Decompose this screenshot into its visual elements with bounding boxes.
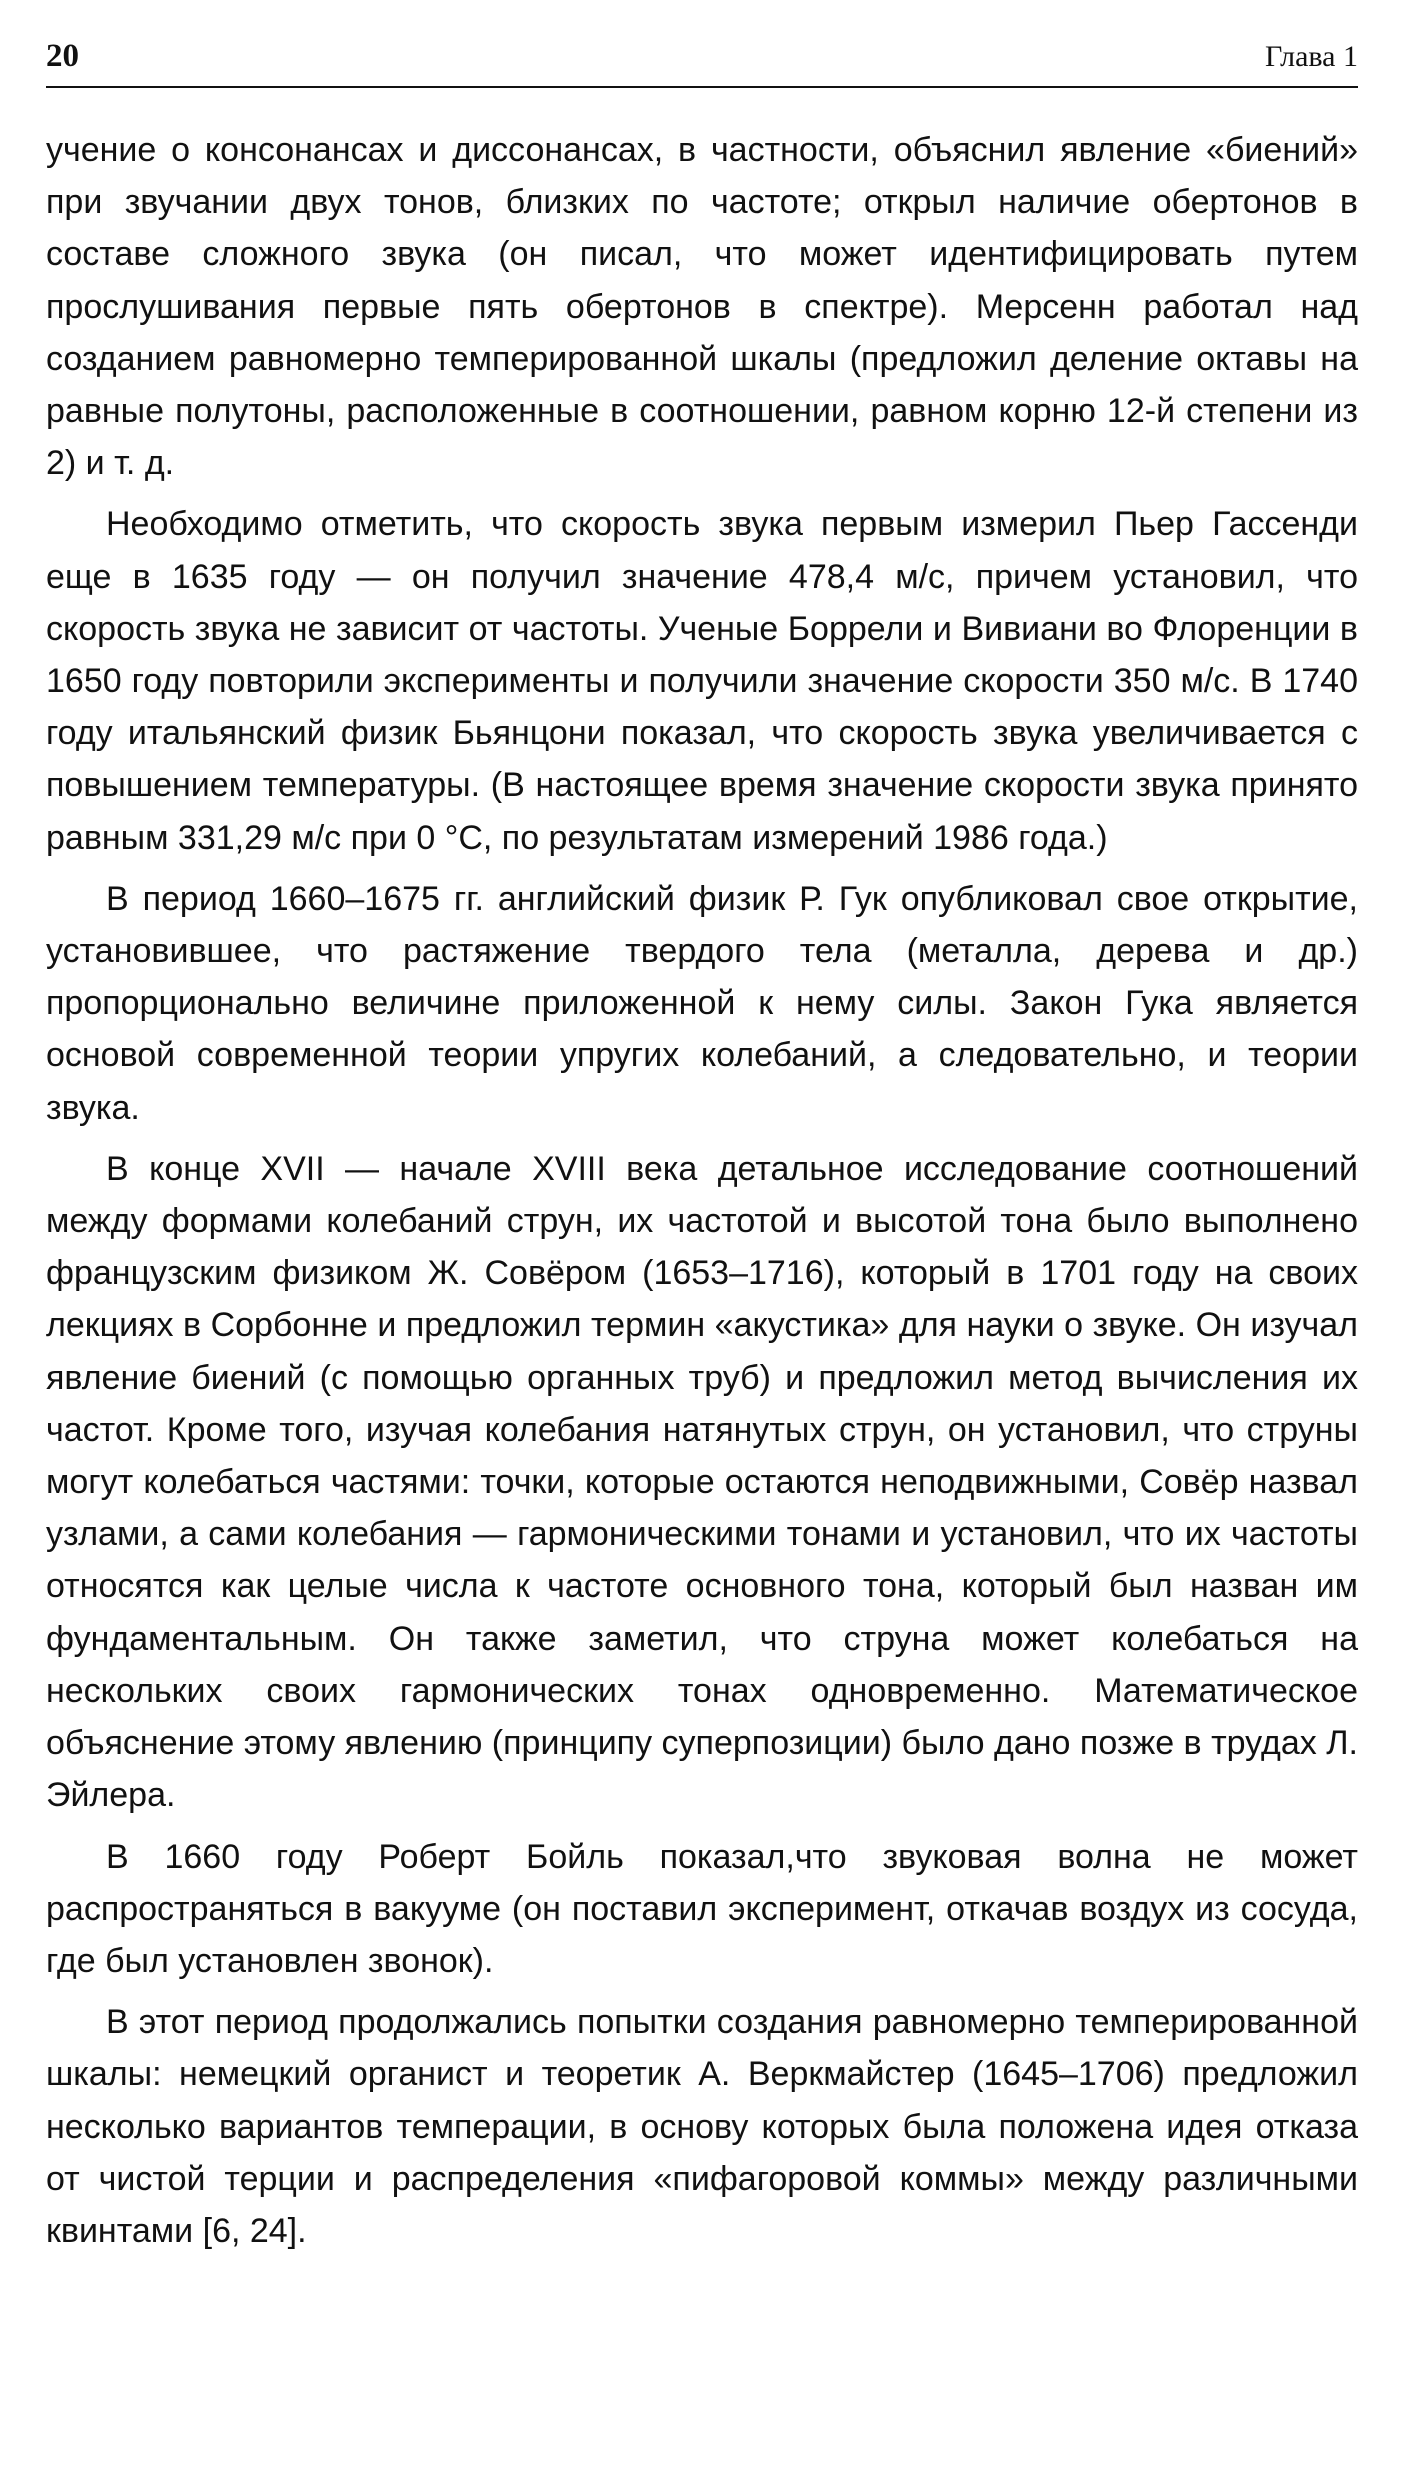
chapter-label: Глава 1 <box>1265 40 1358 73</box>
paragraph-temperament: В этот период продолжались попытки создания равномерно темперированной шкалы: немецкий органист и теоретик А. Веркмайстер (1645–1706) предложил несколько вариантов темперации, в основу которых была положена идея отказа от чистой терции и распределения «пифагоровой коммы» между различными квинтами [6, 24]. <box>46 2003 1358 2250</box>
body-text <box>46 124 1358 2257</box>
page-number: 20 <box>46 38 79 74</box>
paragraph-boyle: В 1660 году Роберт Бойль показал,что звуковая волна не может распространяться в вакууме (он поставил эксперимент, откачав воздух из сосуда, где был установлен звонок). <box>46 1837 1358 1980</box>
paragraph-hooke: В период 1660–1675 гг. английский физик Р. Гук опубликовал свое открытие, установившее, что растяжение твердого тела (металла, дерева и др.) пропорционально величине приложенной к нему силы. Закон Гука является основой современной теории упругих колебаний, а следовательно, и теории звука. <box>46 879 1358 1127</box>
paragraph-sauveur: В конце XVII — начале XVIII века детальное исследование соотношений между формами колебаний струн, их частотой и высотой тона было выполнено французским физиком Ж. Совёром (1653–1716), который в 1701 году на своих лекциях в Сорбонне и предложил термин «акустика» для науки о звуке. Он изучал явление биений (с помощью органных труб) и предложил метод вычисления их частот. Кроме того, изучая колебания натянутых струн, он установил, что струны могут колебаться частями: точки, которые остаются неподвижными, Совёр назвал узлами, а сами колебания — гармоническими тонами и установил, что их частоты относятся как целые числа к частоте основного тона, который был назван им фундаментальным. Он также заметил, что струна может колебаться на нескольких своих гармонических тонах одновременно. Математическое объяснение этому явлению (принципу суперпозиции) было дано позже в трудах Л. Эйлера. <box>46 1149 1358 1815</box>
running-head <box>46 32 1358 88</box>
paragraph-consonance: учение о консонансах и диссонансах, в частности, объяснил явление «биений» при звучании двух тонов, близких по частоте; открыл наличие обертонов в составе сложного звука (он писал, что может идентифицировать путем прослушивания первые пять обертонов в спектре). Мерсенн работал над созданием равномерно темперированной шкалы (предложил деление октавы на равные полутоны, расположенные в соотношении, равном корню 12-й степени из 2) и т. д. <box>46 131 1358 483</box>
paragraph-sound-speed: Необходимо отметить, что скорость звука первым измерил Пьер Гассенди еще в 1635 году — он получил значение 478,4 м/с, причем установил, что скорость звука не зависит от частоты. Ученые Боррели и Вивиани во Флоренции в 1650 году повторили эксперименты и получили значение скорости 350 м/с. В 1740 году итальянский физик Бьянцони показал, что скорость звука увеличивается с повышением температуры. (В настоящее время значение скорости звука принято равным 331,29 м/с при 0 °С, по результатам измерений 1986 года.) <box>46 505 1358 857</box>
